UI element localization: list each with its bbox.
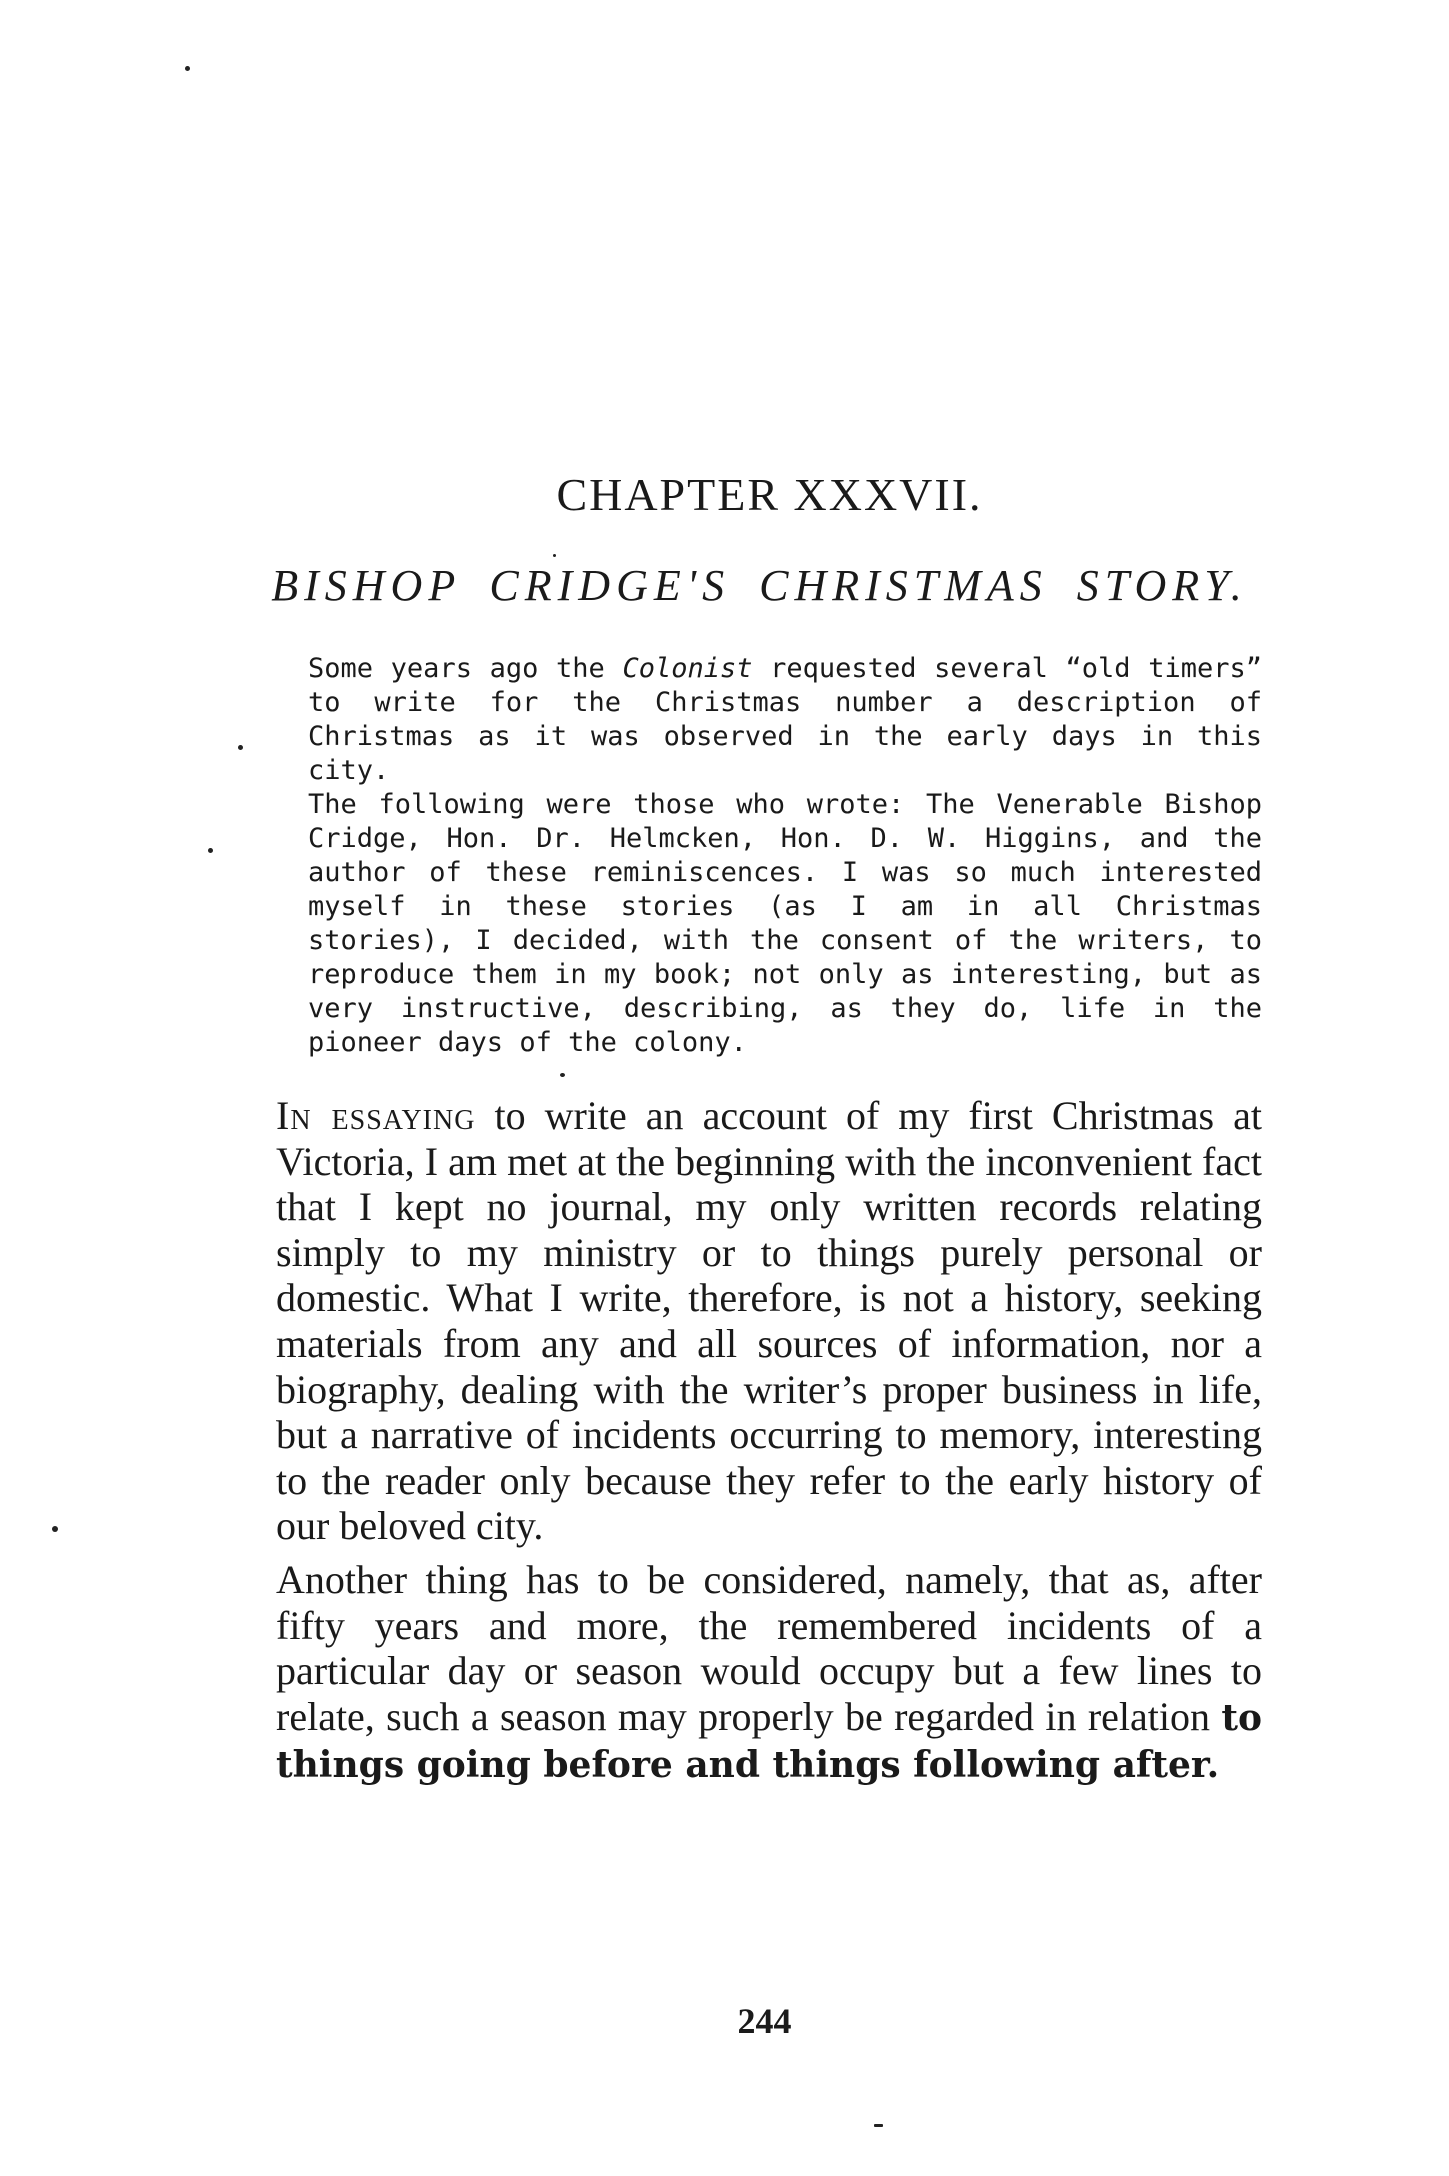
- speck: [560, 1073, 565, 1077]
- body-text: Another thing has to be considered, namely, that as, after fifty years and more, the remembered incidents of a particular day or season would occupy but a few lines to relate, such a season may properly be regarded in relation: [276, 1556, 1262, 1739]
- intro-paragraph: [308, 652, 1262, 788]
- newspaper-name: Colonist: [622, 653, 753, 684]
- speck: [874, 2124, 883, 2127]
- speck: [185, 66, 190, 71]
- speck: [553, 554, 556, 557]
- paragraph-lead: In essaying: [276, 1093, 476, 1138]
- intro-text: requested several “old timers” to write for the Christmas number a description of Christmas as it was observed in the early days in this city.: [308, 653, 1263, 786]
- page-number: 244: [737, 2001, 792, 2041]
- intro-text: Some years ago the: [308, 653, 623, 684]
- story-body: [276, 1093, 1262, 1789]
- editor-introduction: [308, 652, 1262, 1060]
- chapter-title: BISHOP CRIDGE'S CHRISTMAS STORY.: [271, 561, 1248, 610]
- body-text-last-line: to things going before and things following after.: [276, 1696, 1262, 1787]
- speck: [238, 745, 243, 750]
- speck: [208, 848, 213, 853]
- intro-paragraph: The following were those who wrote: The Venerable Bishop Cridge, Hon. Dr. Helmcken, Hon. D. W. Higgins, and the author of these reminiscences. I was so much interested myself in these stories (as I am in all Christmas stories), I decided, with the consent of the writers, to reproduce them in my book; not only as interesting, but as very instructive, describing, as they do, life in the pioneer days of the colony.: [308, 789, 1262, 1058]
- speck: [52, 1526, 58, 1532]
- body-paragraph: [276, 1093, 1262, 1549]
- body-paragraph: [276, 1557, 1262, 1789]
- chapter-heading: CHAPTER XXXVII.: [556, 469, 983, 520]
- body-text: to write an account of my first Christmas at Victoria, I am met at the beginning with the inconvenient fact that I kept no journal, my only written records relating simply to my ministry or to things purely personal or domestic. What I write, therefore, is not a history, seeking materials from any and all sources of information, nor a biography, dealing with the writer’s proper business in life, but a narrative of incidents occurring to memory, interesting to the reader only because they refer to the early history of our beloved city.: [276, 1093, 1262, 1549]
